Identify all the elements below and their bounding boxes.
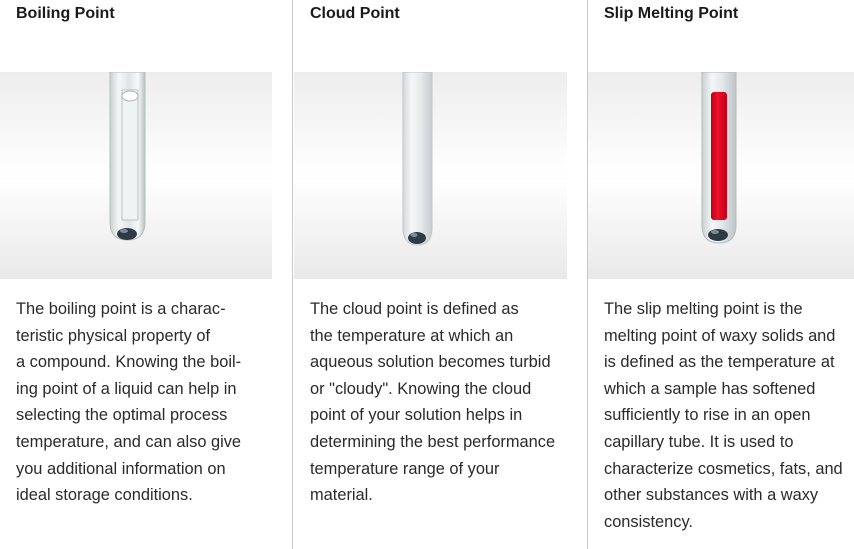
text-line: material. [310,486,373,505]
text-line: sufficiently to rise in an open [604,406,811,425]
slip-melting-tube-icon [588,72,854,279]
text-line: other substances with a waxy [604,486,819,505]
text-line: temperature range of your [310,459,500,478]
text-line: selecting the optimal process [16,406,228,425]
text-line: temperature, and can also give [16,432,242,451]
text-line: consistency. [604,512,693,531]
text-line: is defined as the temperature at [604,353,835,372]
cloud-point-description [310,296,561,509]
slip-melting-point-title: Slip Melting Point [604,5,739,22]
text-line: aqueous solution becomes turbid [310,353,551,372]
text-line: ing point of a liquid can help in [16,379,237,398]
text-line: you additional information on [16,459,226,478]
text-line: which a sample has softened [604,379,816,398]
text-line: The slip melting point is the [604,300,803,318]
boiling-point-column [0,0,272,549]
slip-melting-point-image [588,72,854,279]
boiling-point-image [0,72,272,279]
text-line: point of your solution helps in [310,406,523,425]
cloud-point-image [294,72,567,279]
boiling-point-title: Boiling Point [16,5,115,22]
text-line: The cloud point is defined as [310,300,519,318]
text-line: characterize cosmetics, fats, and [604,459,843,478]
text-line: The boiling point is a charac- [16,300,226,318]
text-line: teristic physical property of [16,326,211,345]
text-line: the temperature at which an [310,326,514,345]
text-line: capillary tube. It is used to [604,432,794,451]
text-line: a compound. Knowing the boil- [16,353,242,372]
column-divider [292,0,293,549]
boiling-point-description [16,296,266,509]
cloud-point-column [294,0,567,549]
text-line: or "cloudy". Knowing the cloud [310,379,532,398]
slip-melting-point-description [604,296,848,535]
text-line: melting point of waxy solids and [604,326,836,345]
slip-melting-point-column [588,0,854,549]
cloud-tube-icon [294,72,567,279]
boiling-tube-icon [0,72,272,279]
cloud-point-title: Cloud Point [310,5,400,22]
text-line: ideal storage conditions. [16,486,193,505]
text-line: determining the best performance [310,432,556,451]
